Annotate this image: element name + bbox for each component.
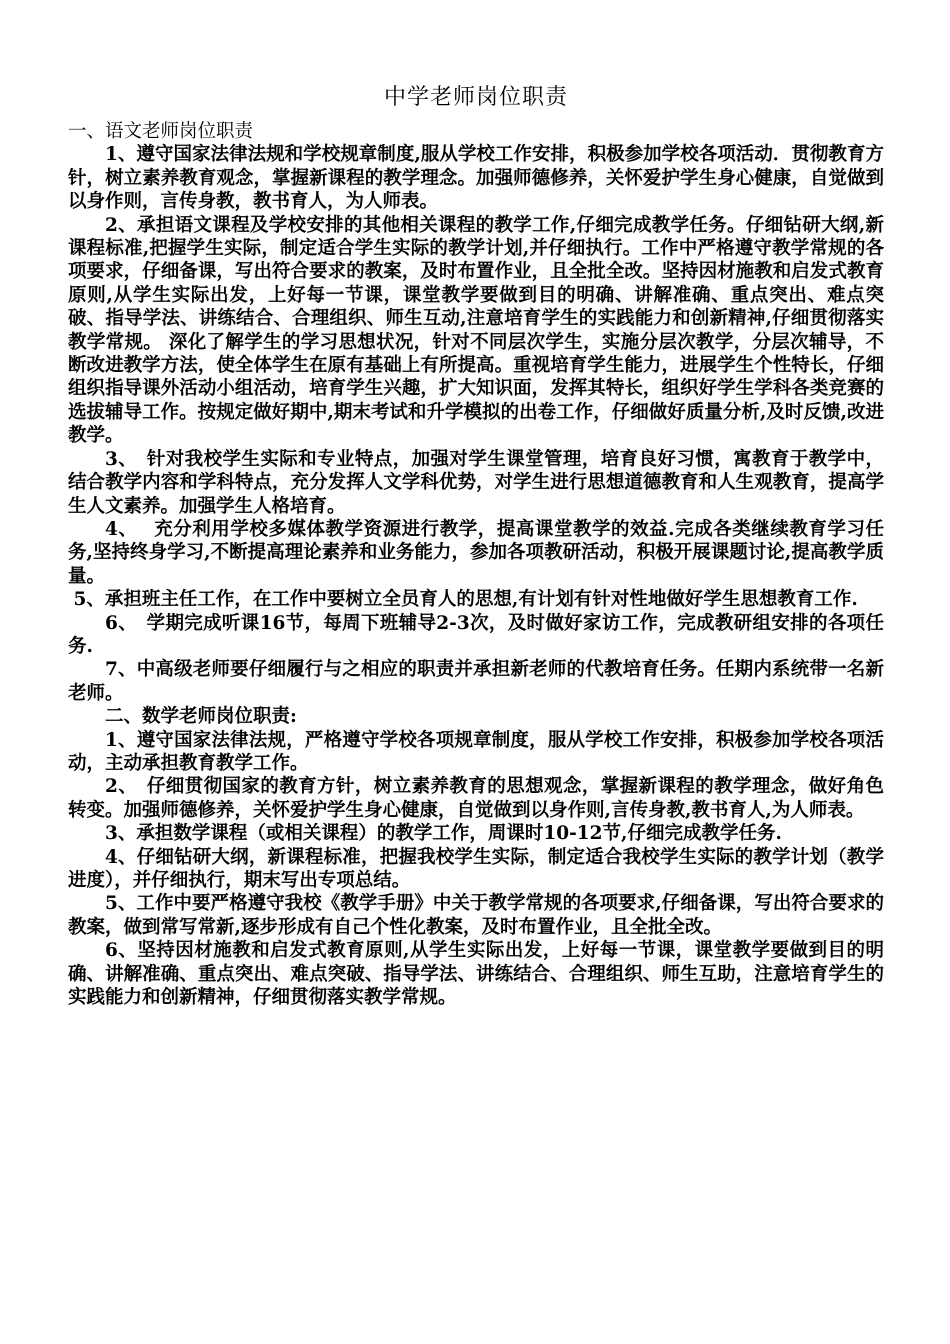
paragraph-math-2: 2、 仔细贯彻国家的教育方针，树立素养教育的思想观念，掌握新课程的教学理念，做好角色转变。加强师德修养，关怀爱护学生身心健康，自觉做到以身作则,言传身教,教书育人,为人师表。: [68, 776, 884, 821]
paragraph-math-1: 1、遵守国家法律法规，严格遵守学校各项规章制度，服从学校工作安排，积极参加学校各项活动，主动承担教育教学工作。: [68, 729, 884, 774]
paragraph-math-6: 6、坚持因材施教和启发式教育原则,从学生实际出发，上好每一节课，课堂教学要做到目的明确、讲解准确、重点突出、难点突破、指导学法、讲练结合、合理组织、师生互助，注意培育学生的实践能力和创新精神，仔细贯彻落实教学常规。: [68, 940, 884, 1009]
document-page: [68, 84, 884, 1294]
section-heading-math-teacher: 二、数学老师岗位职责:: [105, 706, 297, 728]
paragraph-math-4: 4、仔细钻研大纲，新课程标准，把握我校学生实际，制定适合我校学生实际的教学计划（教学进度），并仔细执行，期末写出专项总结。: [68, 846, 884, 891]
paragraph-chinese-7: 7、中高级老师要仔细履行与之相应的职责并承担新老师的代教培育任务。任期内系统带一名新老师。: [68, 659, 884, 704]
paragraph-chinese-5: 5、承担班主任工作，在工作中要树立全员育人的思想,有计划有针对性地做好学生思想教育工作.: [73, 589, 858, 611]
paragraph-chinese-1: 1、遵守国家法律法规和学校规章制度,服从学校工作安排，积极参加学校各项活动．贯彻教育方针，树立素养教育观念，掌握新课程的教学理念。加强师德修养，关怀爱护学生身心健康，自觉做到以身作则，言传身教，教书育人，为人师表。: [68, 144, 884, 213]
paragraph-math-5: 5、工作中要严格遵守我校《教学手册》中关于教学常规的各项要求,仔细备课，写出符合要求的教案，做到常写常新,逐步形成有自己个性化教案，及时布置作业，且全批全改。: [68, 893, 884, 938]
paragraph-math-3: 3、承担数学课程（或相关课程）的教学工作，周课时10-12节,仔细完成教学任务.: [105, 823, 782, 845]
paragraph-chinese-3: 3、 针对我校学生实际和专业特点，加强对学生课堂管理，培育良好习惯，寓教育于教学中，结合教学内容和学科特点，充分发挥人文学科优势，对学生进行思想道德教育和人生观教育，提高学生人文素养。加强学生人格培育。: [68, 448, 884, 517]
document-title: 中学老师岗位职责: [383, 85, 568, 110]
paragraph-chinese-2: 2、承担语文课程及学校安排的其他相关课程的教学工作,仔细完成教学任务。仔细钻研大纲,新课程标准,把握学生实际，制定适合学生实际的教学计划,并仔细执行。工作中严格遵守教学常规的各项要求，仔细备课，写出符合要求的教案，及时布置作业，且全批全改。坚持因材施教和启发式教育原则,从学生实际出发，上好每一节课，课堂教学要做到目的明确、讲解准确、重点突出、难点突破、指导学法、讲练结合、合理组织、师生互动,注意培育学生的实践能力和创新精神,仔细贯彻落实教学常规。 深化了解学生的学习思想状况，针对不同层次学生，实施分层次教学，分层次辅导，不断改进教学方法，使全体学生在原有基础上有所提高。重视培育学生能力，进展学生个性特长，仔细组织指导课外活动小组活动，培育学生兴趣，扩大知识面，发挥其特长，组织好学生学科各类竞赛的选拔辅导工作。按规定做好期中,期末考试和升学模拟的出卷工作，仔细做好质量分析,及时反馈,改进教学。: [68, 214, 884, 447]
section-heading-chinese-teacher: 一、语文老师岗位职责: [68, 121, 254, 142]
paragraph-chinese-6: 6、 学期完成听课16节，每周下班辅导2-3次，及时做好家访工作，完成教研组安排的各项任务.: [68, 612, 884, 657]
paragraph-chinese-4: 4、 充分利用学校多媒体教学资源进行教学，提高课堂教学的效益.完成各类继续教育学习任务,坚持终身学习,不断提高理论素养和业务能力，参加各项教研活动，积极开展课题讨论,提高教学质量。: [68, 518, 884, 587]
